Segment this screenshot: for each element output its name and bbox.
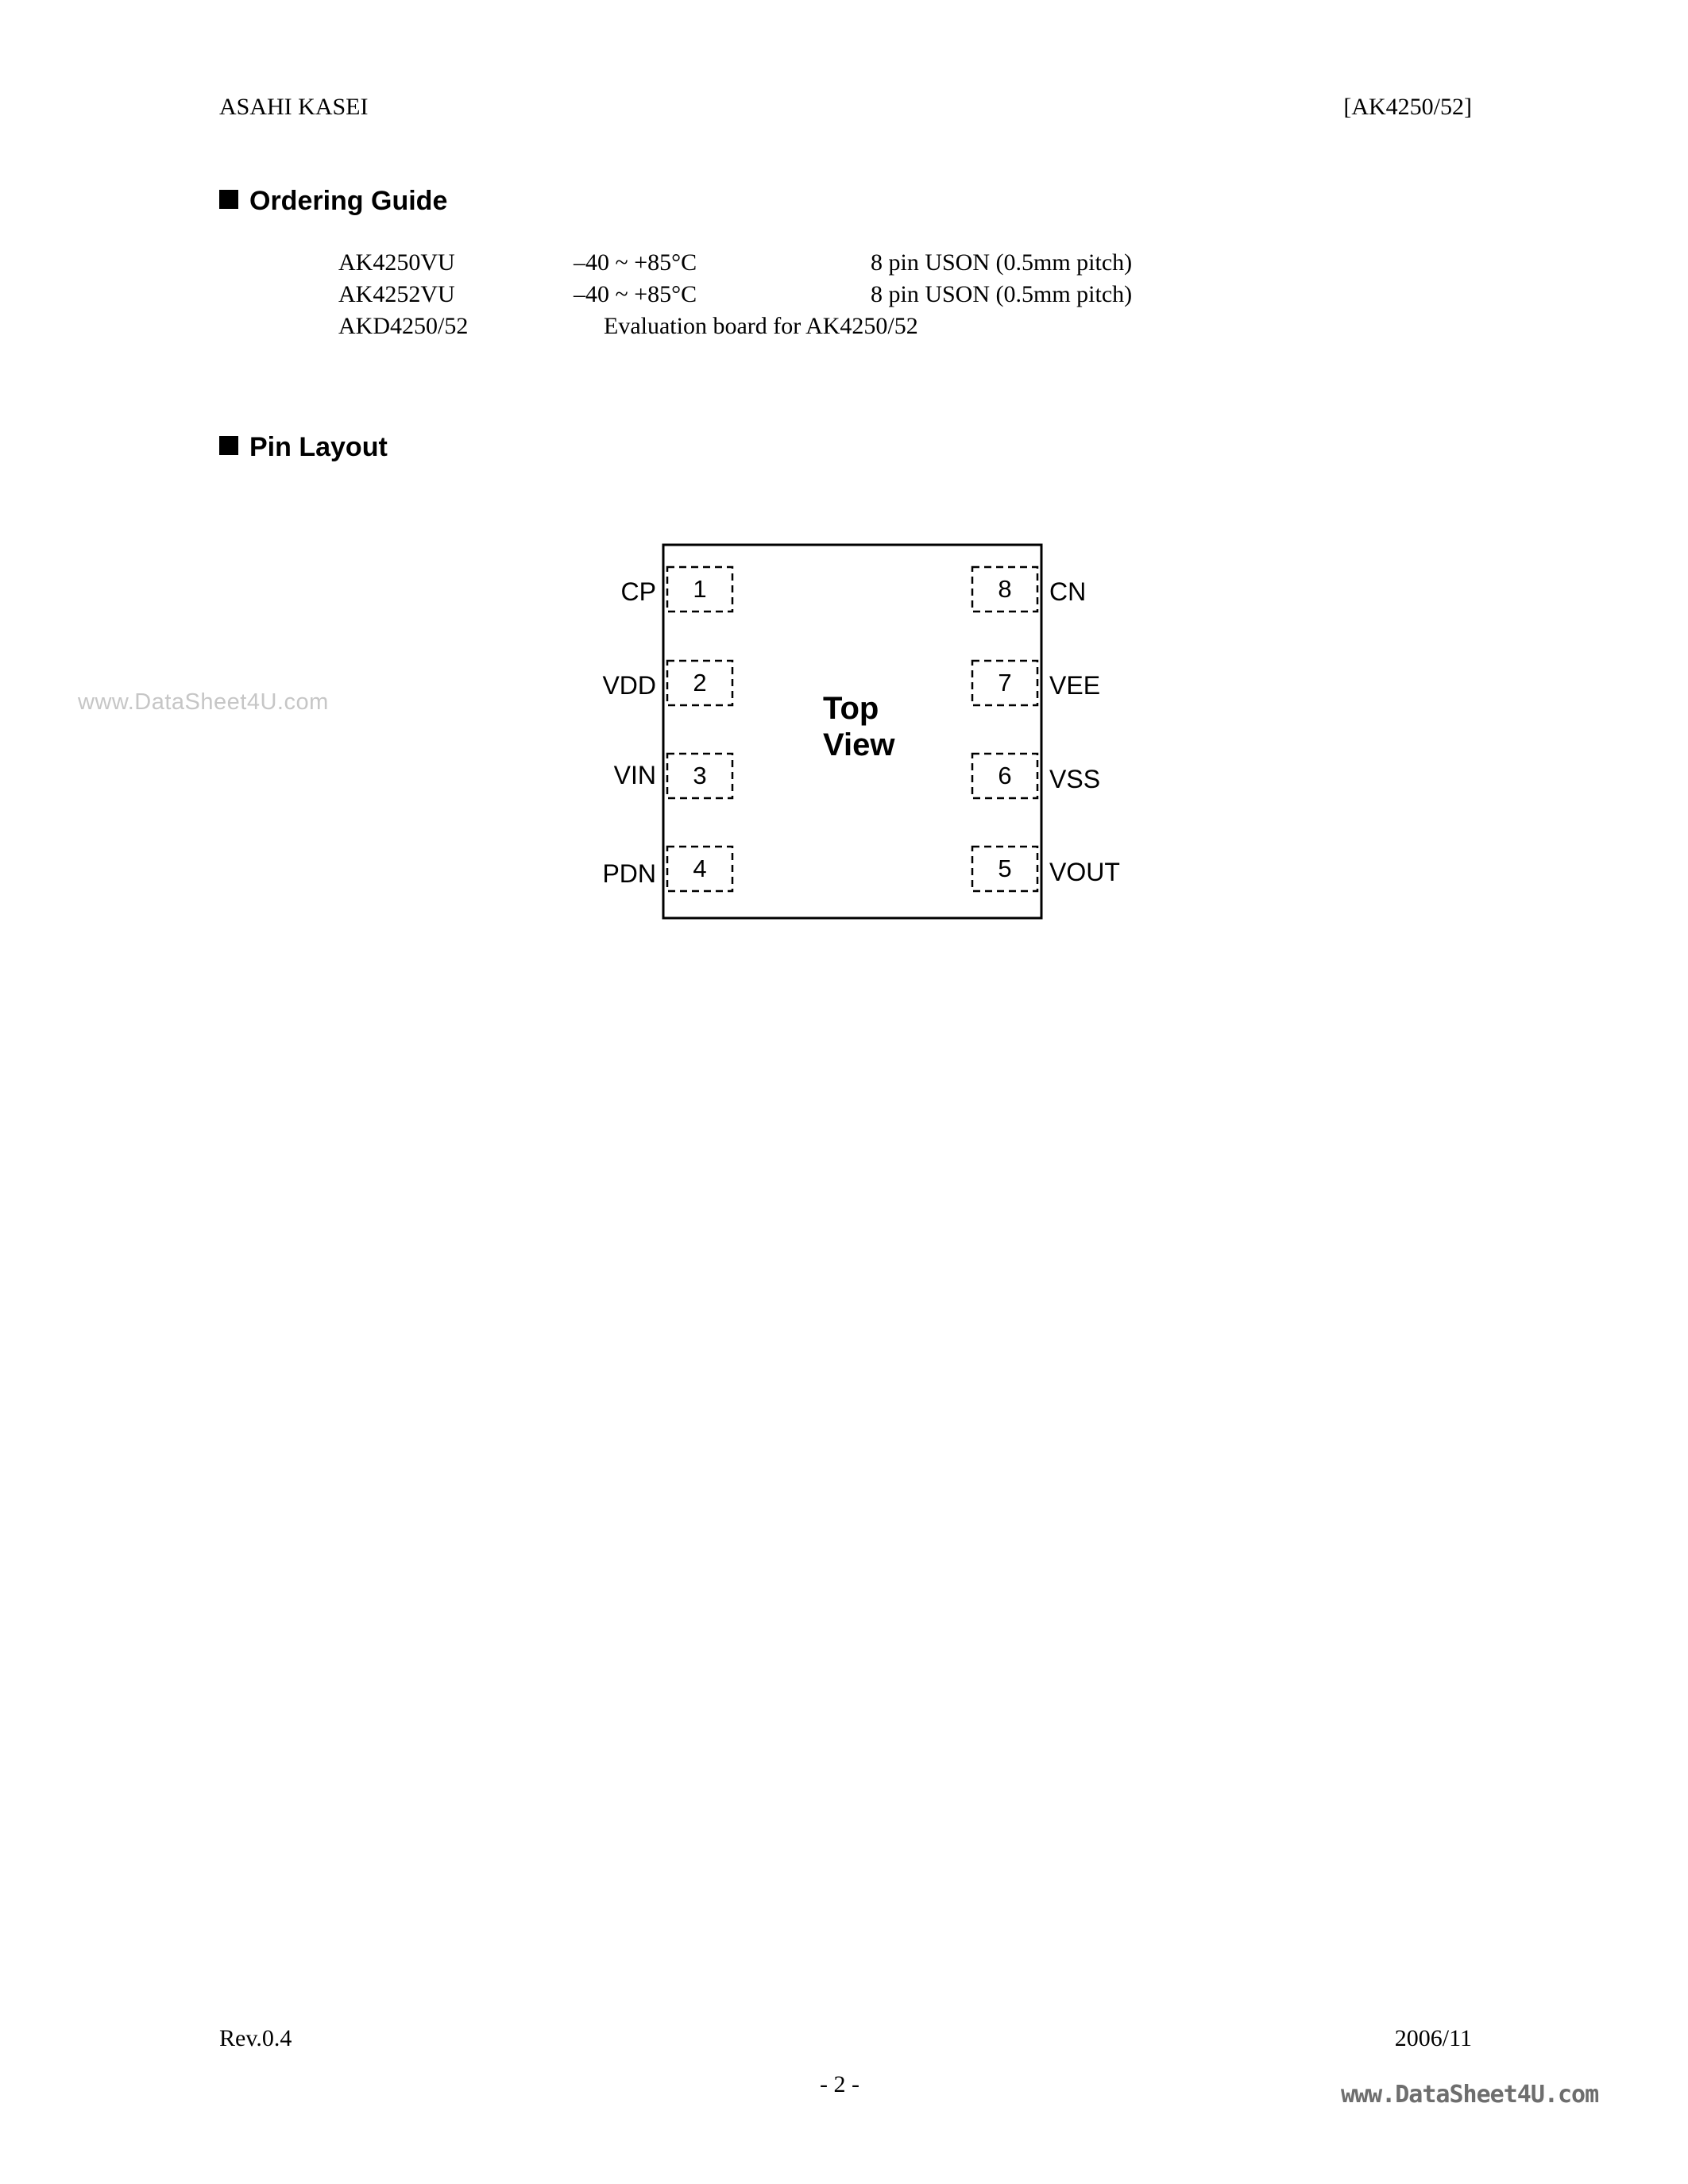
pin-pad-2 — [667, 661, 732, 705]
footer-watermark: www.DataSheet4U.com — [1341, 2081, 1599, 2109]
pin-pad-6 — [972, 754, 1037, 798]
pin-pad-1 — [667, 567, 732, 612]
pin-number-3: 3 — [693, 762, 707, 789]
order-description-3: Evaluation board for AK4250/52 — [604, 313, 918, 339]
pin-layout-title: Pin Layout — [249, 432, 388, 462]
pin-pad-5 — [972, 847, 1037, 891]
order-temp-1: –40 ~ +85°C — [574, 249, 697, 276]
pin-number-6: 6 — [998, 762, 1012, 789]
top-view-label-line-1: Top — [823, 691, 879, 726]
footer-date: 2006/11 — [1394, 2025, 1472, 2051]
order-part-1: AK4250VU — [338, 249, 455, 276]
top-view-label-line-2: View — [823, 727, 895, 762]
pin-number-4: 4 — [693, 855, 707, 882]
pin-number-5: 5 — [998, 855, 1012, 882]
footer-page-number: - 2 - — [820, 2071, 859, 2097]
pin-layout-diagram — [556, 540, 1160, 953]
pin-name-vss: VSS — [1049, 765, 1101, 793]
square-bullet-icon — [219, 436, 238, 455]
order-part-2: AK4252VU — [338, 281, 455, 307]
ordering-guide-title: Ordering Guide — [249, 186, 448, 216]
pin-number-2: 2 — [693, 669, 707, 696]
pin-name-pdn: PDN — [602, 859, 656, 888]
header-company: ASAHI KASEI — [219, 94, 369, 120]
pin-name-vin: VIN — [613, 761, 656, 789]
pin-layout-heading — [219, 432, 388, 463]
order-part-3: AKD4250/52 — [338, 313, 469, 339]
pin-name-vdd: VDD — [602, 671, 656, 700]
pin-name-cn: CN — [1049, 577, 1087, 606]
pin-name-vee: VEE — [1049, 671, 1101, 700]
square-bullet-icon — [219, 190, 238, 209]
pin-number-8: 8 — [998, 575, 1012, 603]
header-part-number: [AK4250/52] — [1343, 94, 1472, 120]
pin-number-1: 1 — [693, 575, 707, 603]
watermark-text: www.DataSheet4U.com — [78, 689, 329, 715]
pin-pad-3 — [667, 754, 732, 798]
pin-name-vout: VOUT — [1049, 858, 1120, 886]
ordering-guide-heading — [219, 186, 447, 217]
order-temp-2: –40 ~ +85°C — [574, 281, 697, 307]
pin-pad-8 — [972, 567, 1037, 612]
pin-pad-4 — [667, 847, 732, 891]
pin-name-cp: CP — [620, 577, 656, 606]
footer-revision: Rev.0.4 — [219, 2025, 292, 2051]
pin-number-7: 7 — [998, 669, 1012, 696]
order-package-1: 8 pin USON (0.5mm pitch) — [871, 249, 1133, 276]
order-package-2: 8 pin USON (0.5mm pitch) — [871, 281, 1133, 307]
pin-pad-7 — [972, 661, 1037, 705]
